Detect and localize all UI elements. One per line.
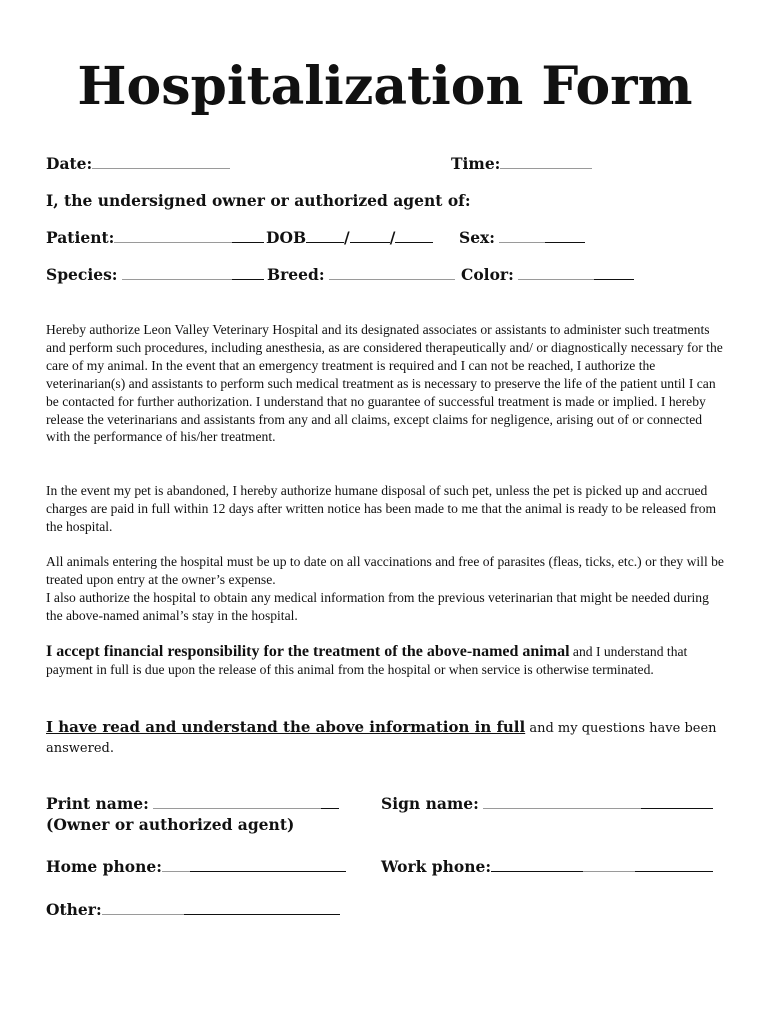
other-field[interactable] [46, 900, 340, 920]
home-phone-field[interactable] [46, 857, 346, 877]
dob-year-line[interactable] [395, 241, 433, 243]
work-phone-field[interactable] [381, 857, 713, 877]
home-phone-line-light[interactable] [162, 870, 190, 872]
patient-field[interactable] [46, 228, 264, 248]
color-line-dark[interactable] [594, 278, 634, 280]
dob-month-line[interactable] [306, 241, 344, 243]
sex-line-dark[interactable] [545, 241, 585, 243]
home-phone-line-dark[interactable] [190, 870, 346, 872]
print-name-label: Print name: [46, 794, 149, 813]
work-phone-line-light[interactable] [583, 870, 635, 872]
breed-field[interactable] [267, 265, 455, 285]
print-name-field[interactable] [46, 794, 339, 814]
color-line-light[interactable] [518, 278, 594, 280]
authorization-paragraph: Hereby authorize Leon Valley Veterinary Hospital and its designated associates or assistants to administer such treatments and perform such procedures, including anesthesia, as are considered therapeutically and/ or diagnostically necessary for the care of my animal. In the event that an emergency treatment is required and I can not be reached, I authorize the veterinarian(s) and assistants to perform such medical treatment as is necessary to preserve the life of the patient until I can be contacted for further authorization. I understand that no guarantee of successful treatment is made or implied. I hereby release the veterinarians and assistants from any and all claims, except claims for negligence, arising out of or connected with the performance of his/her treatment. [46, 322, 723, 445]
color-label: Color: [461, 265, 514, 284]
medical-info-paragraph: I also authorize the hospital to obtain any medical information from the previous veterinarian that might be needed during the above-named animal’s stay in the hospital. [46, 590, 709, 623]
dob-label: DOB [266, 228, 307, 247]
dob-sep-2: / [389, 228, 396, 247]
patient-line-light[interactable] [114, 241, 232, 243]
work-phone-line-dark-2[interactable] [635, 870, 713, 872]
patient-line-dark[interactable] [232, 241, 264, 243]
financial-rest-2: understand that payment in full is due upon the release of this animal from the hospital or when service is otherwise terminated. [46, 644, 688, 677]
sign-name-line-dark[interactable] [641, 807, 713, 809]
time-field[interactable] [451, 154, 592, 174]
sign-name-field[interactable] [381, 794, 713, 814]
intro-text: I, the undersigned owner or authorized agent of: [46, 191, 471, 210]
acknowledge-paragraph [46, 718, 728, 758]
color-field[interactable] [461, 265, 634, 285]
owner-note: (Owner or authorized agent) [46, 815, 295, 834]
intro-line [46, 191, 471, 211]
species-line-light[interactable] [122, 278, 232, 280]
date-label: Date: [46, 154, 93, 173]
sex-field[interactable] [459, 228, 585, 248]
dob-sep-1: / [344, 228, 350, 247]
financial-rest-1: and I [569, 644, 601, 659]
vaccination-paragraph: All animals entering the hospital must be up to date on all vaccinations and free of parasites (fleas, ticks, etc.) or they will be treated upon entry at the owner’s expense. [46, 554, 724, 587]
financial-bold: I accept financial responsibility for the treatment of the above-named animal [46, 643, 570, 660]
sex-line-light[interactable] [499, 241, 545, 243]
date-line[interactable] [92, 167, 230, 169]
acknowledge-bold: I have read and understand the above information in full [46, 718, 526, 736]
other-label: Other: [46, 900, 102, 919]
time-line[interactable] [500, 167, 592, 169]
sign-name-label: Sign name: [381, 794, 479, 813]
print-name-line-light[interactable] [153, 807, 321, 809]
time-label: Time: [451, 154, 501, 173]
patient-label: Patient: [46, 228, 115, 247]
owner-note-row [46, 815, 294, 835]
other-line-dark[interactable] [184, 913, 340, 915]
sex-label: Sex: [459, 228, 496, 247]
dob-day-line[interactable] [350, 241, 390, 243]
work-phone-label: Work phone: [381, 857, 492, 876]
sign-name-line-light[interactable] [483, 807, 641, 809]
breed-line[interactable] [329, 278, 455, 280]
form-title: Hospitalization Form [77, 56, 693, 117]
other-line-light[interactable] [102, 913, 184, 915]
breed-label: Breed: [267, 265, 325, 284]
species-label: Species: [46, 265, 118, 284]
work-phone-line-dark-1[interactable] [491, 870, 583, 872]
acknowledge-rest: and my questions have been answered. [46, 721, 717, 756]
species-line-dark[interactable] [232, 278, 264, 280]
dob-field[interactable] [266, 228, 433, 248]
abandonment-paragraph: In the event my pet is abandoned, I hereby authorize humane disposal of such pet, unless the pet is picked up and accrued charges are paid in full within 12 days after written notice has been made to me that the animal is ready to be released from the hospital. [46, 483, 717, 534]
home-phone-label: Home phone: [46, 857, 162, 876]
date-field[interactable] [46, 154, 230, 174]
species-field[interactable] [46, 265, 264, 285]
print-name-line-dark[interactable] [321, 807, 339, 809]
financial-paragraph [46, 643, 728, 679]
